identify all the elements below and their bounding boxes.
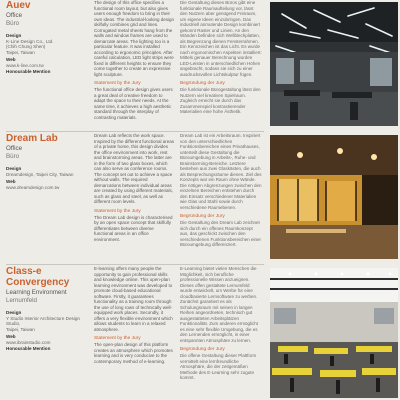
english-text [94,266,174,368]
jury-heading-de: Begründung der Jury [180,214,225,219]
design-line: Dreamdesign, Taipei City, Taiwan [6,171,74,177]
description-paragraph: Dream Lab reflects the work space. Inspired by the different functional areas of a private home, this design divides the office environment into work, rest and brainstorming areas. The latter are in the form of two glass boxes, which can also serve as conference rooms. The concept set out to achieve a space without walls. The required demarcations between individual areas are created by using different materials, such as glass and steel, as well as different room levels. [94,133,174,204]
description-paragraph-de: Die Gestaltung dieses Büros gibt eine funktionale Raumaufteilung vor, lässt den Nutzern aber genügend Freiraum, um eigene Ideen einzubringen. Das industriell anmutende Design kombiniert gekonnt Raster und Linien. An den Wänden befinden sich Wellblechplatten, als Begrenzung dienen Fensterrahmen. Ein Kennzeichen ist das Licht. Es wurde nach ergonomischen Aspekten installiert: Mittels genauer Berechnung wurden LED-Leisten in unterschiedlichen Höhen angebracht, sodass sie sich zu einer ausdrucksvollen Lichtskulptur fügen. [180,0,262,77]
description-paragraph-de: E-Learning bietet vielen Menschen die Möglichkeit, sich berufliche professionelle Wissen anzueignen. Dieses offen gestaltete Lernumfeld wurde entwickelt, um Werbe für eine cloudbasierte Lernsoftware zu werben. Zunächst garantiert es als Schulungsraum mit seinen in langen Reihen angeordneten, technisch gut ausgestatteten Arbeitsplätzen Funktionalität. Zum anderen ermöglicht es eine sehr flexible Umgebung, die es den Lernenden ermöglicht, in einer entspannten Atmosphäre zu lernen. [180,266,259,343]
web-link[interactable]: www.dreamdesign.com.tw [6,184,60,190]
description-paragraph-de: Dream Lab ist ein Arbeitsraum. Inspiriert von den unterschiedlichen Funktionsbereichen eines Privathauses, unterteilt diese Gestaltung die Büroumgebung in Arbeits-, Ruhe- und Brainstorming-Bereiche. Letztere bestehen aus zwei Glaskästen, die auch als Besprechungsräume dienen. Ziel des Konzepts war ein Raum ohne Wände. Die nötigen Abgrenzungen zwischen den einzelnen Bereichen entstehen durch den Einsatz verschiedener Materialien wie Glas und Stahl sowie durch verschiedene Raumebenen. [180,133,262,210]
design-label: Design [6,166,22,171]
web-label: Web [6,57,16,63]
award-mention: Honourable Mention [6,345,51,351]
entry-category: Office [6,145,23,152]
entry-title: Class-e Convergency [6,266,70,288]
jury-heading: Statement by the Jury [94,81,141,86]
design-label: Design [6,33,22,38]
design-line: Taipei, Taiwan [6,49,35,55]
entry-class-e-convergency [0,266,400,400]
entry-title: Auev [6,0,31,11]
jury-statement-de: Die funktionale Bürogestaltung lässt den Nutzern viel kreativen Spielraum. Zugleich erreicht sie durch das Zusammenspiel kontrastierender Materialien eine hohe Ästhetik. [180,87,261,114]
section-divider [6,131,264,132]
award-mention: Honourable Mention [6,68,51,74]
web-link[interactable]: www.k-line.com.tw [6,62,44,68]
section-divider [6,264,264,265]
entry-title: Dream Lab [6,133,58,144]
web-link[interactable]: www.ibrainstudio.com [6,339,51,345]
jury-statement: The Dream Lab design is characterised by an open space concept that skilfully differentiates between diverse functional areas in an office environment. [94,214,173,242]
lab-photo [270,135,398,259]
description-paragraph: E-learning offers many people the opportunity to gain professional skills and knowledge online. This open-plan learning environment was developed to promote cloud-based educational software. Firstly, it guarantees functionality as a training room through the use of long rows of technically well-equipped work places. Secondly, it offers a very flexible environment which allows students to learn in a relaxed atmosphere. [94,266,173,332]
german-text [180,266,262,385]
design-line: Taipei, Taiwan [6,326,35,332]
classroom-photo [270,268,398,398]
office-photo [270,2,398,126]
german-text [180,133,262,252]
english-text [94,133,174,246]
jury-statement-de: Die offene Gestaltung dieser Plattform vermittelt eine lernfreundliche Atmosphäre, die der zeitgemäßen Methode des E-Learning sehr zugute kommt. [180,353,257,380]
entry-category-de: Büro [6,19,20,27]
jury-heading: Statement by the Jury [94,336,141,341]
entry-category-de: Lernumfeld [6,296,37,304]
jury-statement: The open-plan design of this platform creates an atmosphere which promotes learning and is very conducive to the contemporary method of e-learning. [94,342,173,364]
german-text [180,0,262,119]
entry-info [6,0,90,74]
entry-info [6,266,90,351]
description-paragraph: The design of this office specifies a functional room layout, but also gives users enough freedom to bring in their own ideas. The industrial-looking design skilfully combines grid and lines. Corrugated metal sheets hang from the walls and window frames are used to demarcate areas. The lighting too is a particular feature. It was installed according to ergonomic principles. After careful calculation, LED light strips were fixed in different heights to ensure they come together to create an expressive light sculpture. [94,0,174,77]
entry-category: Office [6,12,23,19]
jury-heading: Statement by the Jury [94,208,141,214]
design-line: (Chih Chung Shen) [6,44,46,50]
english-text [94,0,174,124]
web-label: Web [6,334,16,340]
jury-statement: The functional office design gives users a great deal of creative freedom to adapt the space to their needs. At the same time, it achieves a high aesthetic standard through the interplay of contrasting materials. [94,87,173,120]
design-line: K-Line Design Co., Ltd. [6,38,54,44]
design-label: Design [6,310,22,315]
jury-heading-de: Begründung der Jury [180,347,225,352]
jury-heading-de: Begründung der Jury [180,81,225,86]
jury-statement-de: Die Gestaltung des Dream Lab zeichnet sich durch ein offenes Raumkonzept aus, das geschickt zwischen den verschiedenen Funktionsbereichen einer Büroumgebung differenziert. [180,220,262,247]
design-line: Y Studio Interior Architecture Design Studio, [6,315,80,327]
entry-category: Learning Environment [6,289,67,296]
entry-info [6,133,90,190]
web-label: Web [6,179,16,185]
entry-auev [0,0,400,128]
entry-category-de: Büro [6,152,20,160]
entry-dream-lab [0,133,400,261]
